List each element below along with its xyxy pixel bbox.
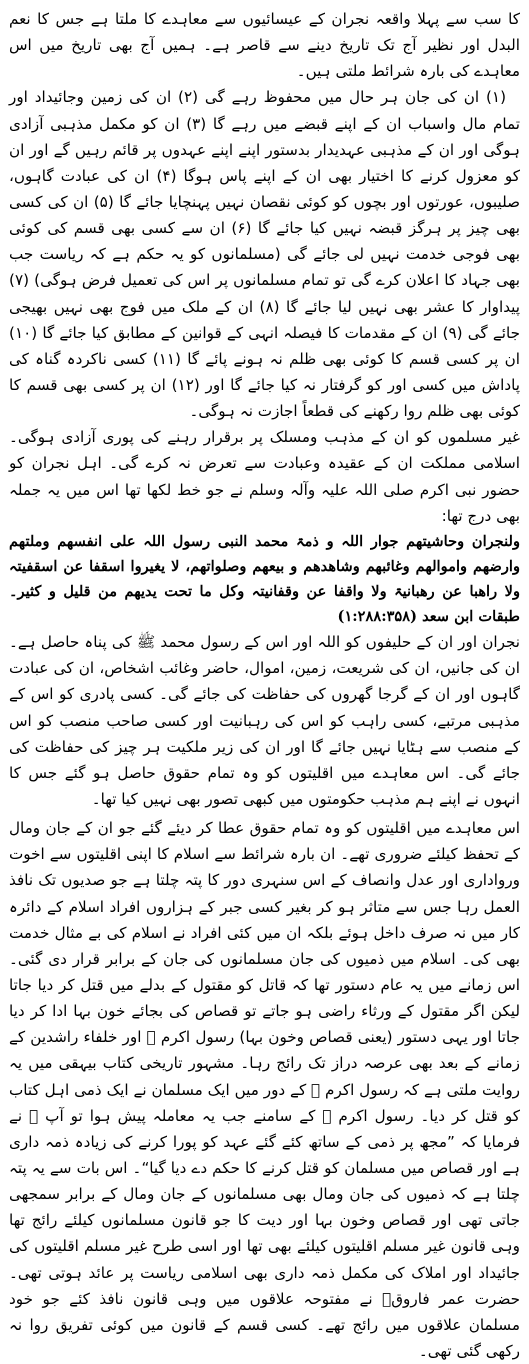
non-muslims-paragraph: غیر مسلموں کو ان کے مذہب ومسلک پر برقرار رہنے کی پوری آزادی ہوگی۔ اسلامی مملکت ان کے عقیدہ وعبادت سے تعرض نہ کرے گی۔ اہل نجران کو حضور نبی اکرم صلی اللہ علیہ وآلہ وسلم نے جو خط لکھا تھا اس میں یہ جملہ بھی درج تھا: bbox=[9, 428, 520, 525]
rights-paragraph: اس معاہدے میں اقلیتوں کو وہ تمام حقوق عطا کر دیئے گئے جو ان کے جان ومال کے تحفظ کیلئے ضروری تھے۔ ان بارہ شرائط سے اسلام کا اپنی اقلیتوں سے اخوت ورواداری اور عدل وانصاف کے اس سنہری دور کا پتہ چلتا ہے جو صدیوں تک نافذ العمل رہا جس سے متاثر ہو کر بغیر کسی جبر کے ہزاروں افراد اسلام کے دائرہ کار میں نہ صرف داخل ہوئے بلکہ ان میں کئی افراد نے اسلام کی بے مثال خدمت بھی کی۔ اسلام میں ذمیوں کی جان مسلمانوں کی جان کے برابر قرار دی گئی۔ اس زمانے میں یہ عام دستور تھا کہ قاتل کو مقتول کے بدلے میں قتل کر دیا جاتا لیکن اگر مقتول کے ورثاء راضی ہو جاتے تو قصاص کی بجائے خون بہا ادا کر دیا جاتا اور یہی دستور (یعنی قصاص وخون بہا) رسول اکرم ﷺ اور خلفاء راشدین کے زمانے کے بعد بھی عرصہ دراز تک رائج رہا۔ مشہور تاریخی کتاب بیہقی میں یہ روایت ملتی ہے کہ رسول اکرم ﷺ کے دور میں ایک مسلمان نے ایک ذمی اہل کتاب کو قتل کر دیا۔ رسول اکرم ﷺ کے سامنے جب یہ معاملہ پیش ہوا تو آپ ﷺ نے فرمایا کہ ”مجھ پر ذمی کے ساتھ کئے گئے عہد کو پورا کرنے کی زیادہ ذمہ داری ہے اور قصاص میں مسلمان کو قتل کرنے کا حکم دے دیا گیا“۔ اس بات سے یہ پتہ چلتا ہے کہ ذمیوں کی جان ومال بھی مسلمانوں کے جان ومال کے برابر سمجھی جاتی تھی اور قصاص وخون بہا اور دیت کا جو قانون مسلمانوں کیلئے رائج تھا وہی قانون غیر مسلم اقلیتوں کیلئے بھی تھا اور اسی طرح غیر مسلم اقلیتوں کی جائیداد اور املاک کی مکمل ذمہ داری بھی اسلامی ریاست پر عائد ہوتی تھی۔ حضرت عمر فاروقؓ نے مفتوحہ علاقوں میں وہی قانون نافذ کئے جو خود مسلمان علاقوں میں رائج تھے۔ کسی قسم کے قانون میں کوئی تفریق روا نہ رکھی گئی تھی۔ bbox=[9, 819, 520, 1360]
arabic-quote-paragraph: ولنجران وحاشیتھم جوار اللہ و ذمۃ محمد النبی رسول اللہ علی انفسھم وملتھم وارضھم واموالھم وغائبھم وشاھدھم و بیعھم وصلواتھم، لا یغیروا اسقفا عن اسقفیتہ ولا راھبا عن رھبانیۃ ولا واقفا عن وقفانیتہ وکل ما تحت یدیھم من قلیل و کثیر۔ طبقات ابن سعد (۱:۲۸۸:۳۵۸) bbox=[9, 532, 520, 626]
conditions-paragraph: (۱) ان کی جان ہر حال میں محفوظ رہے گی (۲) ان کی زمین وجائیداد اور تمام مال واسباب ان کے اپنے قبضے میں رہے گا (۳) ان کو مکمل مذہبی آزادی ہوگی اور ان کے مذہبی عہدیدار بدستور اپنے اپنے عہدوں پر قائم رہیں گے اور ان کو معزول کرنے کا اختیار بھی ان کے اپنے پاس ہوگا (۴) ان کی عبادت گاہوں، صلیبوں، عورتوں اور بچوں کو کوئی نقصان نہیں پہنچایا جائے گا (۵) ان کی کسی بھی چیز پر ہرگز قبضہ نہیں کیا جائے گا (۶) ان سے کسی بھی قسم کی کوئی بھی فوجی خدمت نہیں لی جائے گی (مسلمانوں کو یہ حکم ہے کہ ریاست جب بھی جہاد کا اعلان کرے گی تو تمام مسلمانوں پر اس کی تعمیل فرض ہوگی) (۷) پیداوار کا عشر بھی نہیں لیا جائے گا (۸) ان کے ملک میں فوج بھی نہیں بھیجی جائے گی (۹) ان کے مقدمات کا فیصلہ انہی کے قوانین کے مطابق کیا جائے گا (۱۰) ان پر کسی قسم کا کوئی بھی ظلم نہ ہونے پائے گا (۱۱) کسی ناکردہ گناہ کی پاداش میں کسی اور کو گرفتار نہ کیا جائے گا اور (۱۲) ان پر کسی بھی قسم کا کوئی بھی ظلم روا رکھنے کی قطعاً اجازت نہ ہوگی۔ bbox=[9, 88, 520, 421]
translation-paragraph: نجران اور ان کے حلیفوں کو اللہ اور اس کے رسول محمد ﷺ کی پناہ حاصل ہے۔ ان کی جانیں، ان کی شریعت، زمین، اموال، حاضر وغائب اشخاص، ان کی عبادت گاہوں اور ان کے گرجا گھروں کی حفاظت کی جائے گی۔ کسی پادری کو اس کے مذہبی مرتبے، کسی راہب کو اس کی رہبانیت اور کسی صاحب منصب کو اس کے منصب سے ہٹایا نہیں جائے گا اور ان کی زیر ملکیت ہر چیز کی حفاظت کی جائے گی۔ اس معاہدے میں اقلیتوں کو وہ تمام حقوق حاصل ہو گئے جس کا انہوں نے اپنے ہم مذہب حکومتوں میں کبھی تصور بھی نہیں کیا تھا۔ bbox=[9, 633, 520, 809]
intro-paragraph: کا سب سے پہلا واقعہ نجران کے عیسائیوں سے معاہدے کا ملتا ہے جس کا نعم البدل اور نظیر آج تک تاریخ دینے سے قاصر ہے۔ ہمیں آج بھی تاریخ میں اس معاہدے کی بارہ شرائط ملتی ہیں۔ bbox=[9, 10, 520, 81]
